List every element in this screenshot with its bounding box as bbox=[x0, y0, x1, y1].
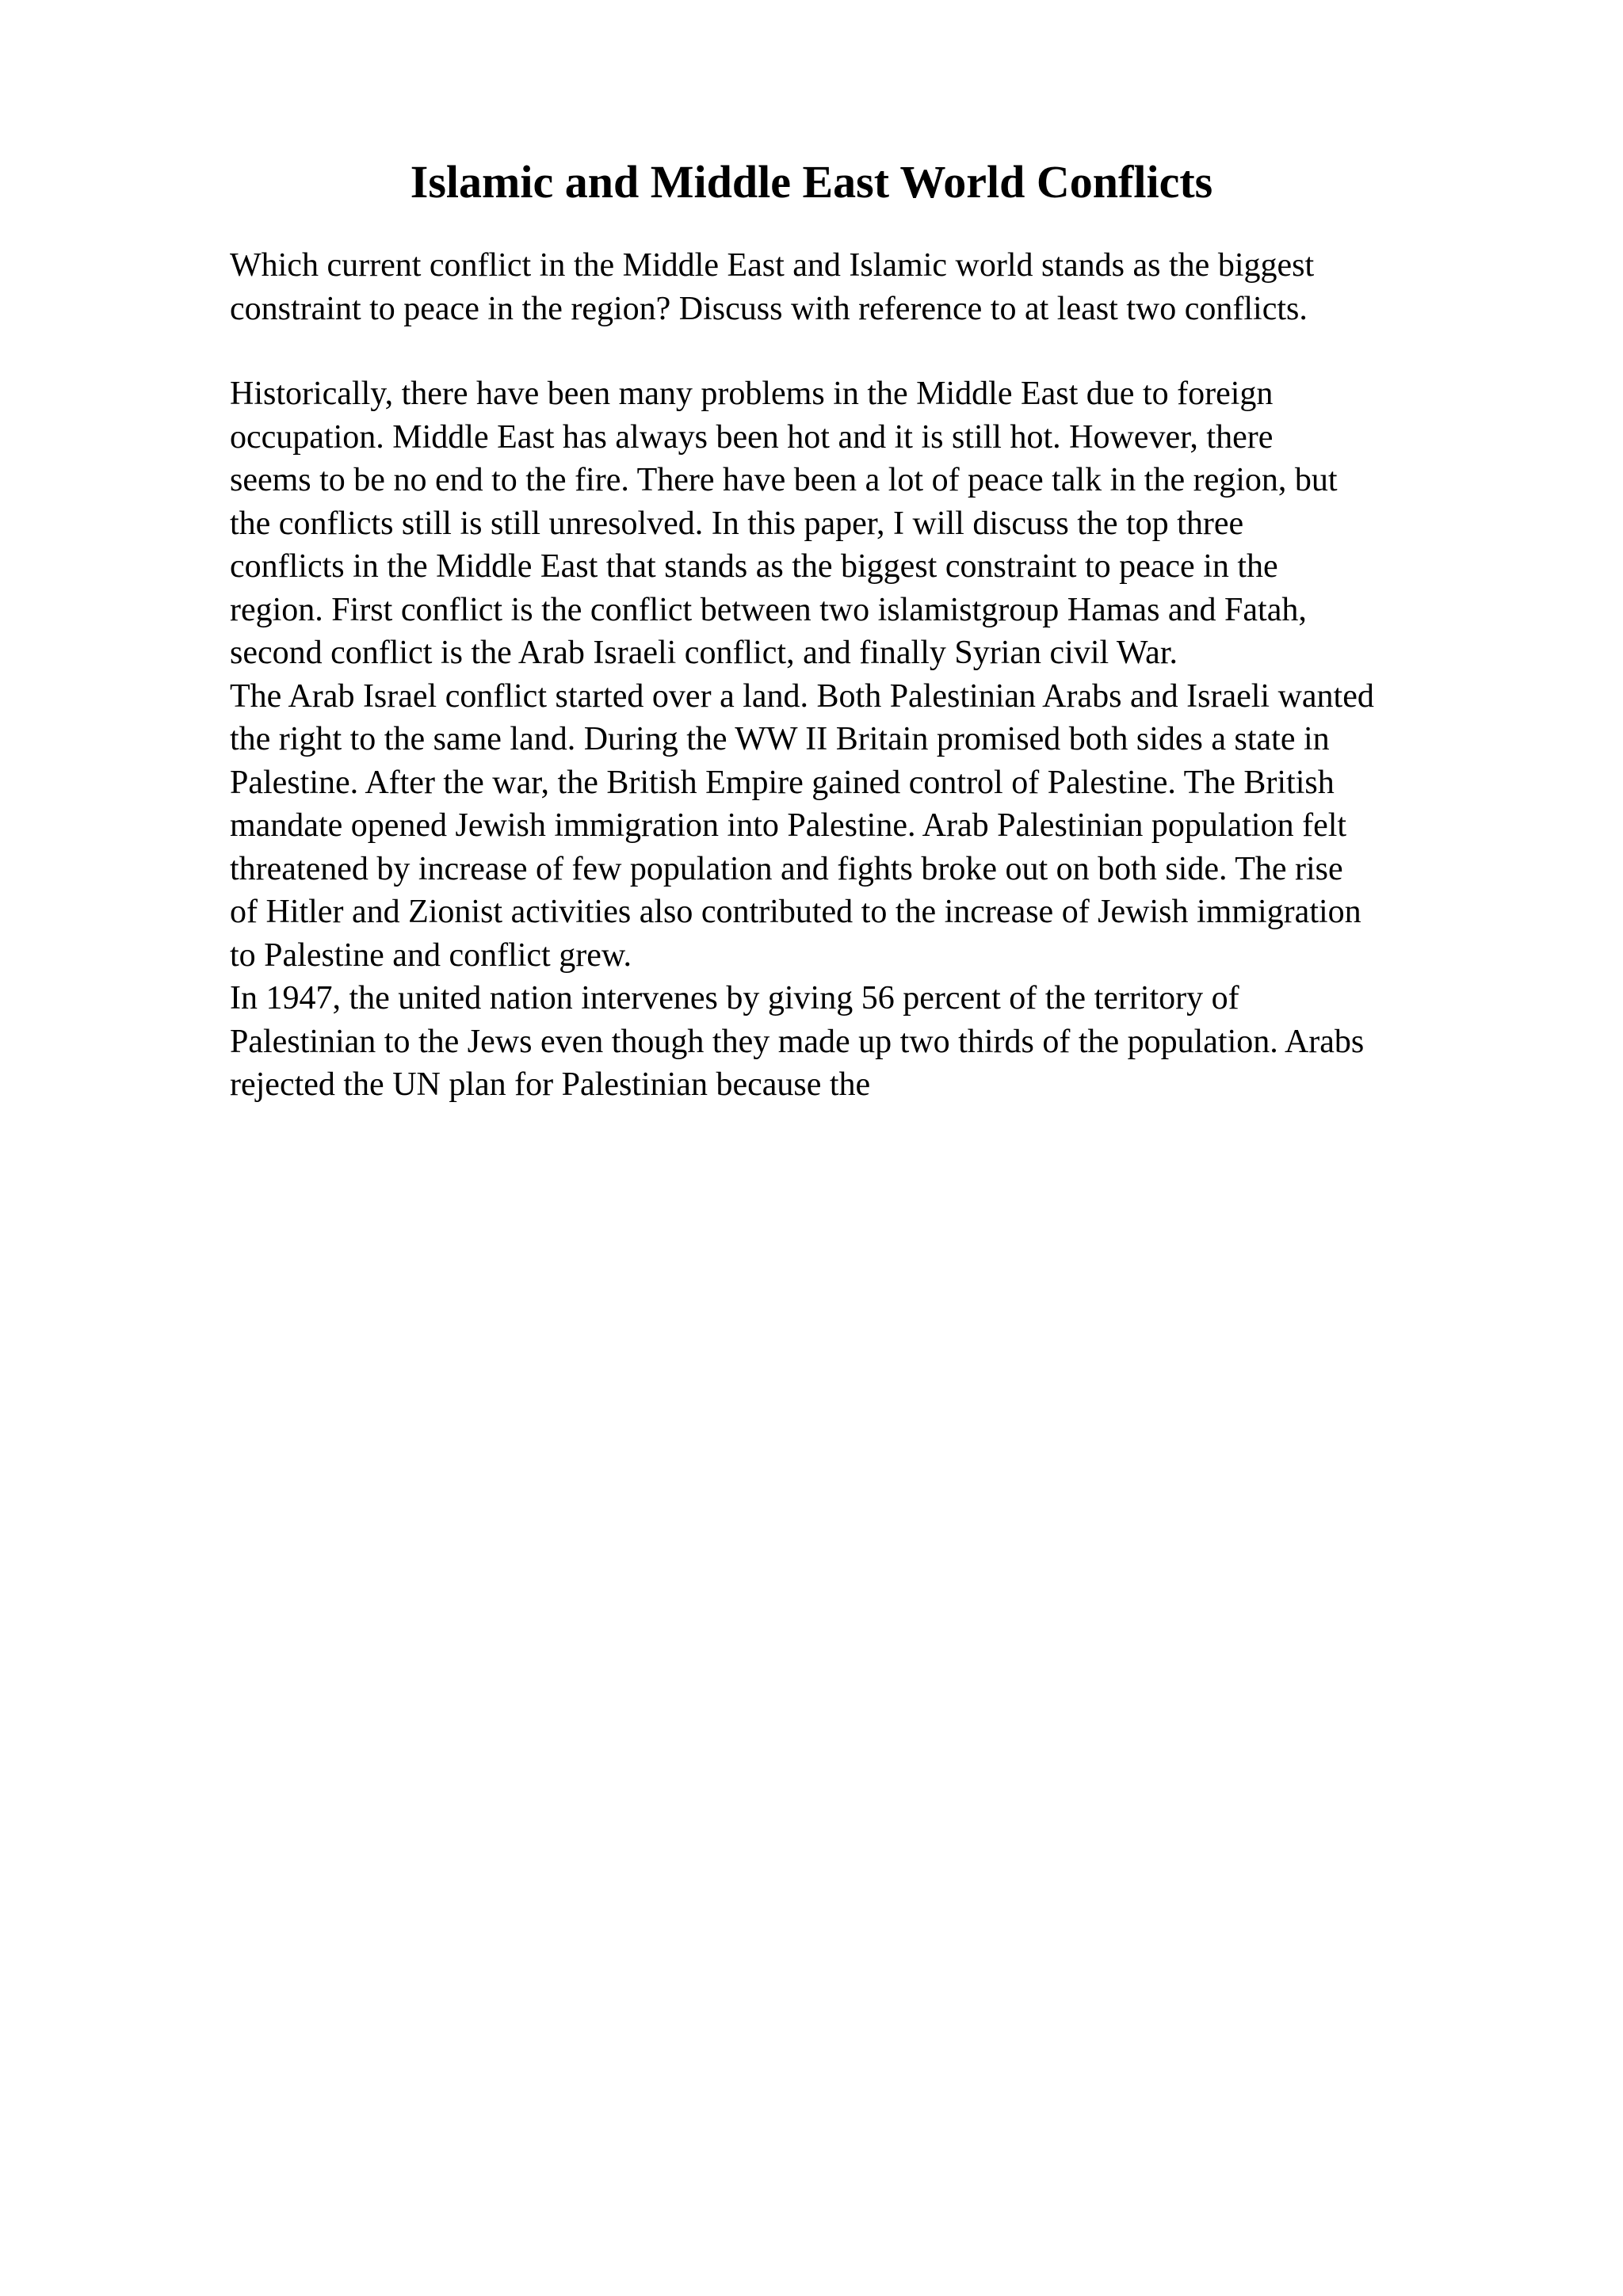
body-line: Palestinian to the Jews even though they made up two thirds of the population. Arabs bbox=[230, 1023, 1365, 1060]
body-line: the right to the same land. During the WW II Britain promised both sides a state in bbox=[230, 721, 1330, 757]
body-line: occupation. Middle East has always been hot and it is still hot. However, there bbox=[230, 418, 1274, 456]
question-line: constraint to peace in the region? Discuss with reference to at least two conflicts. bbox=[230, 290, 1308, 327]
document-title: Islamic and Middle East World Conflicts bbox=[410, 156, 1213, 208]
essay-body bbox=[230, 372, 1529, 1107]
body-line: The Arab Israel conflict started over a land. Both Palestinian Arabs and Israeli wanted bbox=[230, 677, 1374, 715]
body-line: Palestine. After the war, the British Empire gained control of Palestine. The British bbox=[230, 764, 1335, 801]
body-line: conflicts in the Middle East that stands as the biggest constraint to peace in the bbox=[230, 548, 1278, 585]
body-line: the conflicts still is still unresolved. In this paper, I will discuss the top three bbox=[230, 505, 1244, 542]
body-line: mandate opened Jewish immigration into Palestine. Arab Palestinian population felt bbox=[230, 807, 1347, 844]
essay-question bbox=[230, 244, 1529, 330]
body-line: of Hitler and Zionist activities also contributed to the increase of Jewish immigration bbox=[230, 894, 1361, 930]
body-line: region. First conflict is the conflict between two islamistgroup Hamas and Fatah, bbox=[230, 591, 1307, 628]
body-line: rejected the UN plan for Palestinian because the bbox=[230, 1066, 871, 1103]
body-line: In 1947, the united nation intervenes by giving 56 percent of the territory of bbox=[230, 980, 1239, 1016]
body-line: threatened by increase of few population and fights broke out on both side. The rise bbox=[230, 850, 1343, 887]
body-line: to Palestine and conflict grew. bbox=[230, 936, 632, 974]
body-line: Historically, there have been many problems in the Middle East due to foreign bbox=[230, 376, 1274, 412]
question-line: Which current conflict in the Middle East and Islamic world stands as the biggest bbox=[230, 247, 1315, 284]
body-line: seems to be no end to the fire. There have been a lot of peace talk in the region, but bbox=[230, 462, 1338, 498]
body-line: second conflict is the Arab Israeli conflict, and finally Syrian civil War. bbox=[230, 635, 1178, 671]
